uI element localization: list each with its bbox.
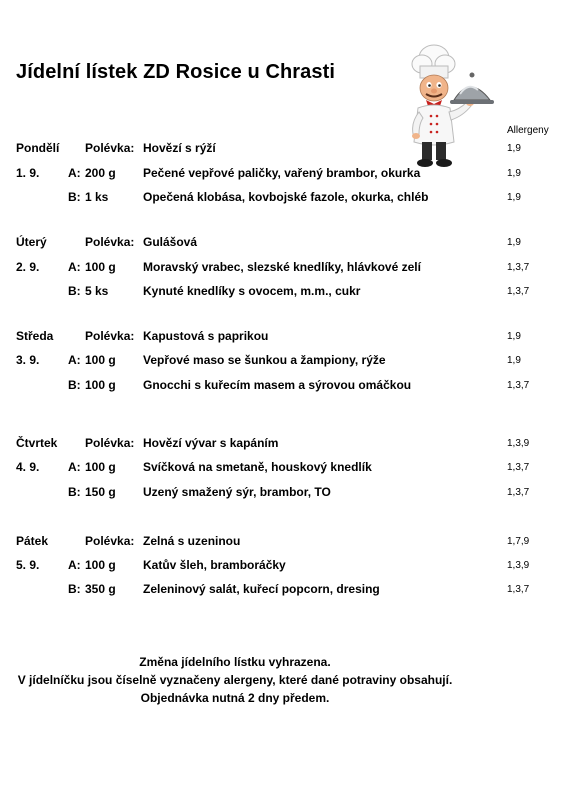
- day-date: 2. 9.: [16, 260, 40, 274]
- day-row-tuesday-main-a: [0, 260, 586, 278]
- allergens: 1,3,7: [507, 380, 530, 391]
- allergens: 1,3,7: [507, 487, 530, 498]
- day-name: Čtvrtek: [16, 436, 58, 450]
- day-row-friday-main-a: [0, 558, 586, 576]
- allergens: 1,7,9: [507, 536, 530, 547]
- page-title: Jídelní lístek ZD Rosice u Chrasti: [16, 61, 336, 83]
- meal-name: Zeleninový salát, kuřecí popcorn, dresing: [143, 582, 380, 596]
- soup-label: Polévka:: [85, 329, 135, 343]
- meal-label: A:: [68, 558, 81, 572]
- meal-name: Kynuté knedlíky s ovocem, m.m., cukr: [143, 284, 361, 298]
- meal-quantity: 100 g: [85, 558, 116, 572]
- meal-quantity: 350 g: [85, 582, 116, 596]
- meal-quantity: 100 g: [85, 378, 116, 392]
- day-row-monday-main-a: [0, 166, 586, 184]
- allergens: 1,9: [507, 168, 521, 179]
- meal-quantity: 200 g: [85, 166, 116, 180]
- meal-label: A:: [68, 353, 81, 367]
- day-row-thursday-main-a: [0, 460, 586, 478]
- day-row-friday-main-b: [0, 582, 586, 600]
- soup-name: Kapustová s paprikou: [143, 329, 269, 343]
- day-name: Středa: [16, 329, 54, 343]
- allergens: 1,9: [507, 237, 521, 248]
- meal-quantity: 1 ks: [85, 190, 109, 204]
- day-row-tuesday-main-b: [0, 284, 586, 302]
- allergens: 1,3,9: [507, 438, 530, 449]
- allergens: 1,9: [507, 355, 521, 366]
- meal-quantity: 150 g: [85, 485, 116, 499]
- meal-name: Moravský vrabec, slezské knedlíky, hlávkové zelí: [143, 260, 421, 274]
- meal-label: A:: [68, 166, 81, 180]
- meal-label: B:: [68, 190, 81, 204]
- day-row-thursday-main-b: [0, 485, 586, 503]
- day-row-wednesday-main-a: [0, 353, 586, 371]
- allergens: 1,9: [507, 143, 521, 154]
- meal-quantity: 100 g: [85, 353, 116, 367]
- day-row-monday-soup: [0, 141, 586, 159]
- meal-label: B:: [68, 582, 81, 596]
- allergens: 1,9: [507, 331, 521, 342]
- footer-change-note: Změna jídelního lístku vyhrazena.: [139, 655, 331, 669]
- soup-name: Hovězí s rýží: [143, 141, 216, 155]
- allergens: 1,3,7: [507, 584, 530, 595]
- allergens: 1,9: [507, 192, 521, 203]
- soup-label: Polévka:: [85, 141, 135, 155]
- allergens: 1,3,7: [507, 462, 530, 473]
- soup-label: Polévka:: [85, 436, 135, 450]
- day-row-tuesday-soup: [0, 235, 586, 253]
- soup-label: Polévka:: [85, 235, 135, 249]
- allergens: 1,3,9: [507, 560, 530, 571]
- allergens: 1,3,7: [507, 286, 530, 297]
- day-date: 1. 9.: [16, 166, 40, 180]
- meal-quantity: 5 ks: [85, 284, 109, 298]
- soup-name: Hovězí vývar s kapáním: [143, 436, 279, 450]
- meal-quantity: 100 g: [85, 460, 116, 474]
- meal-name: Opečená klobása, kovbojské fazole, okurka, chléb: [143, 190, 429, 204]
- footer-notes: [0, 653, 470, 707]
- footer-allergen-note: V jídelníčku jsou číselně vyznačeny alergeny, které dané potraviny obsahují.: [17, 673, 453, 687]
- day-name: Pondělí: [16, 141, 60, 155]
- meal-name: Uzený smažený sýr, brambor, TO: [143, 485, 331, 499]
- meal-name: Gnocchi s kuřecím masem a sýrovou omáčkou: [143, 378, 412, 392]
- soup-name: Gulášová: [143, 235, 198, 249]
- day-row-wednesday-main-b: [0, 378, 586, 396]
- day-name: Úterý: [16, 235, 47, 249]
- meal-name: Katův šleh, bramboráčky: [143, 558, 286, 572]
- day-row-monday-main-b: [0, 190, 586, 208]
- meal-quantity: 100 g: [85, 260, 116, 274]
- meal-label: A:: [68, 460, 81, 474]
- day-row-friday-soup: [0, 534, 586, 552]
- meal-name: Pečené vepřové paličky, vařený brambor, okurka: [143, 166, 421, 180]
- allergen-column-header: Allergeny: [507, 125, 549, 136]
- footer-order-note: Objednávka nutná 2 dny předem.: [140, 691, 330, 705]
- day-date: 3. 9.: [16, 353, 40, 367]
- meal-label: A:: [68, 260, 81, 274]
- day-row-thursday-soup: [0, 436, 586, 454]
- meal-name: Svíčková na smetaně, houskový knedlík: [143, 460, 372, 474]
- soup-name: Zelná s uzeninou: [143, 534, 241, 548]
- day-date: 4. 9.: [16, 460, 40, 474]
- soup-label: Polévka:: [85, 534, 135, 548]
- meal-name: Vepřové maso se šunkou a žampiony, rýže: [143, 353, 386, 367]
- day-name: Pátek: [16, 534, 49, 548]
- allergens: 1,3,7: [507, 262, 530, 273]
- meal-label: B:: [68, 284, 81, 298]
- day-date: 5. 9.: [16, 558, 40, 572]
- day-row-wednesday-soup: [0, 329, 586, 347]
- meal-label: B:: [68, 378, 81, 392]
- meal-label: B:: [68, 485, 81, 499]
